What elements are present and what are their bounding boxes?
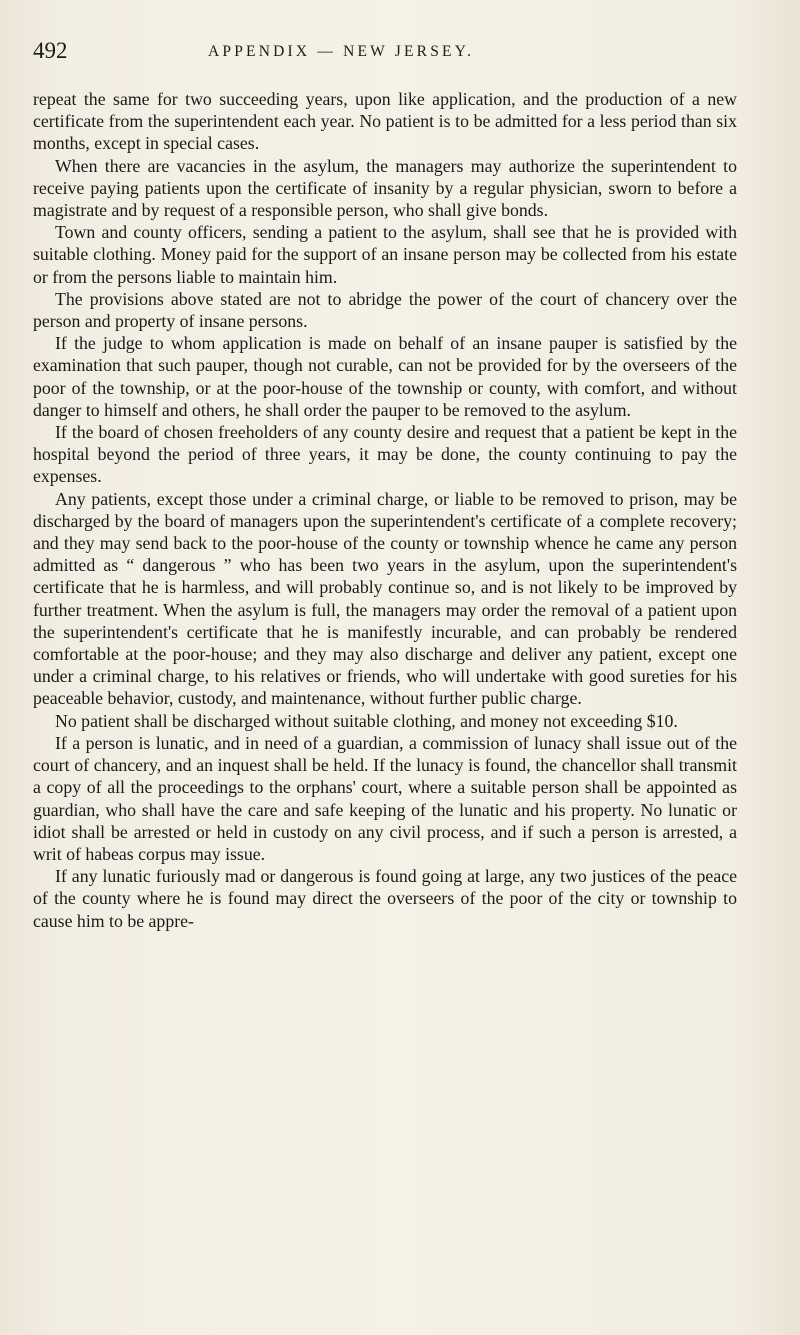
- body-text: [33, 88, 737, 932]
- paragraph: If a person is lunatic, and in need of a guardian, a commission of lunacy shall issue out of the court of chancery, and an inquest shall be held. If the lunacy is found, the chancellor shall transmit a copy of all the proceedings to the orphans' court, where a suitable person shall be appointed as guardian, who shall have the care and safe keeping of the lunatic and his property. No lunatic or idiot shall be arrested or held in custody on any civil process, and if such a person is arrested, a writ of habeas corpus may issue.: [33, 732, 737, 864]
- paragraph: If the judge to whom application is made on behalf of an insane pauper is satisfied by the examination that such pauper, though not curable, can not be provided for by the overseers of the poor of the township, or at the poor-house of the township or county, with comfort, and without danger to himself and others, he shall order the pauper to be removed to the asylum.: [33, 333, 737, 420]
- paragraph: Town and county officers, sending a patient to the asylum, shall see that he is provided with suitable clothing. Money paid for the support of an insane person may be collected from his estate or from the persons liable to maintain him.: [33, 222, 737, 287]
- running-title: APPENDIX — NEW JERSEY.: [208, 43, 475, 60]
- paragraph: When there are vacancies in the asylum, the managers may authorize the superintendent to receive paying patients upon the certificate of insanity by a regular physician, sworn to before a magistrate and by request of a responsible person, who shall give bonds.: [33, 155, 737, 221]
- paragraph: repeat the same for two succeeding years, upon like application, and the production of a new certificate from the superintendent each year. No patient is to be admitted for a less period than six months, except in special cases.: [33, 89, 737, 154]
- paragraph: The provisions above stated are not to abridge the power of the court of chancery over the person and property of insane persons.: [33, 288, 737, 332]
- page-number: 492: [33, 38, 68, 63]
- page-header: [30, 36, 770, 66]
- paragraph: Any patients, except those under a criminal charge, or liable to be removed to prison, may be discharged by the board of managers upon the superintendent's certificate of a complete recovery; and they may send back to the poor-house of the county or township whence he came any person admitted as “ dangerous ” who has been two years in the asylum, upon the superintendent's certificate that he is harmless, and will probably continue so, and is not likely to be improved by further treatment. When the asylum is full, the managers may order the removal of a patient upon the superintendent's certificate that he is manifestly incurable, and can probably be rendered comfortable at the poor-house; and they may also discharge and deliver any patient, except one under a criminal charge, to his relatives or friends, who will undertake with good sureties for his peaceable behavior, custody, and maintenance, without further public charge.: [33, 488, 737, 709]
- paragraph: If any lunatic furiously mad or dangerous is found going at large, any two justices of the peace of the county where he is found may direct the overseers of the poor of the city or township to cause him to be appre-: [33, 866, 737, 931]
- paragraph: If the board of chosen freeholders of any county desire and request that a patient be kept in the hospital beyond the period of three years, it may be done, the county continuing to pay the expenses.: [33, 422, 737, 487]
- paragraph: No patient shall be discharged without suitable clothing, and money not exceeding $10.: [55, 710, 678, 731]
